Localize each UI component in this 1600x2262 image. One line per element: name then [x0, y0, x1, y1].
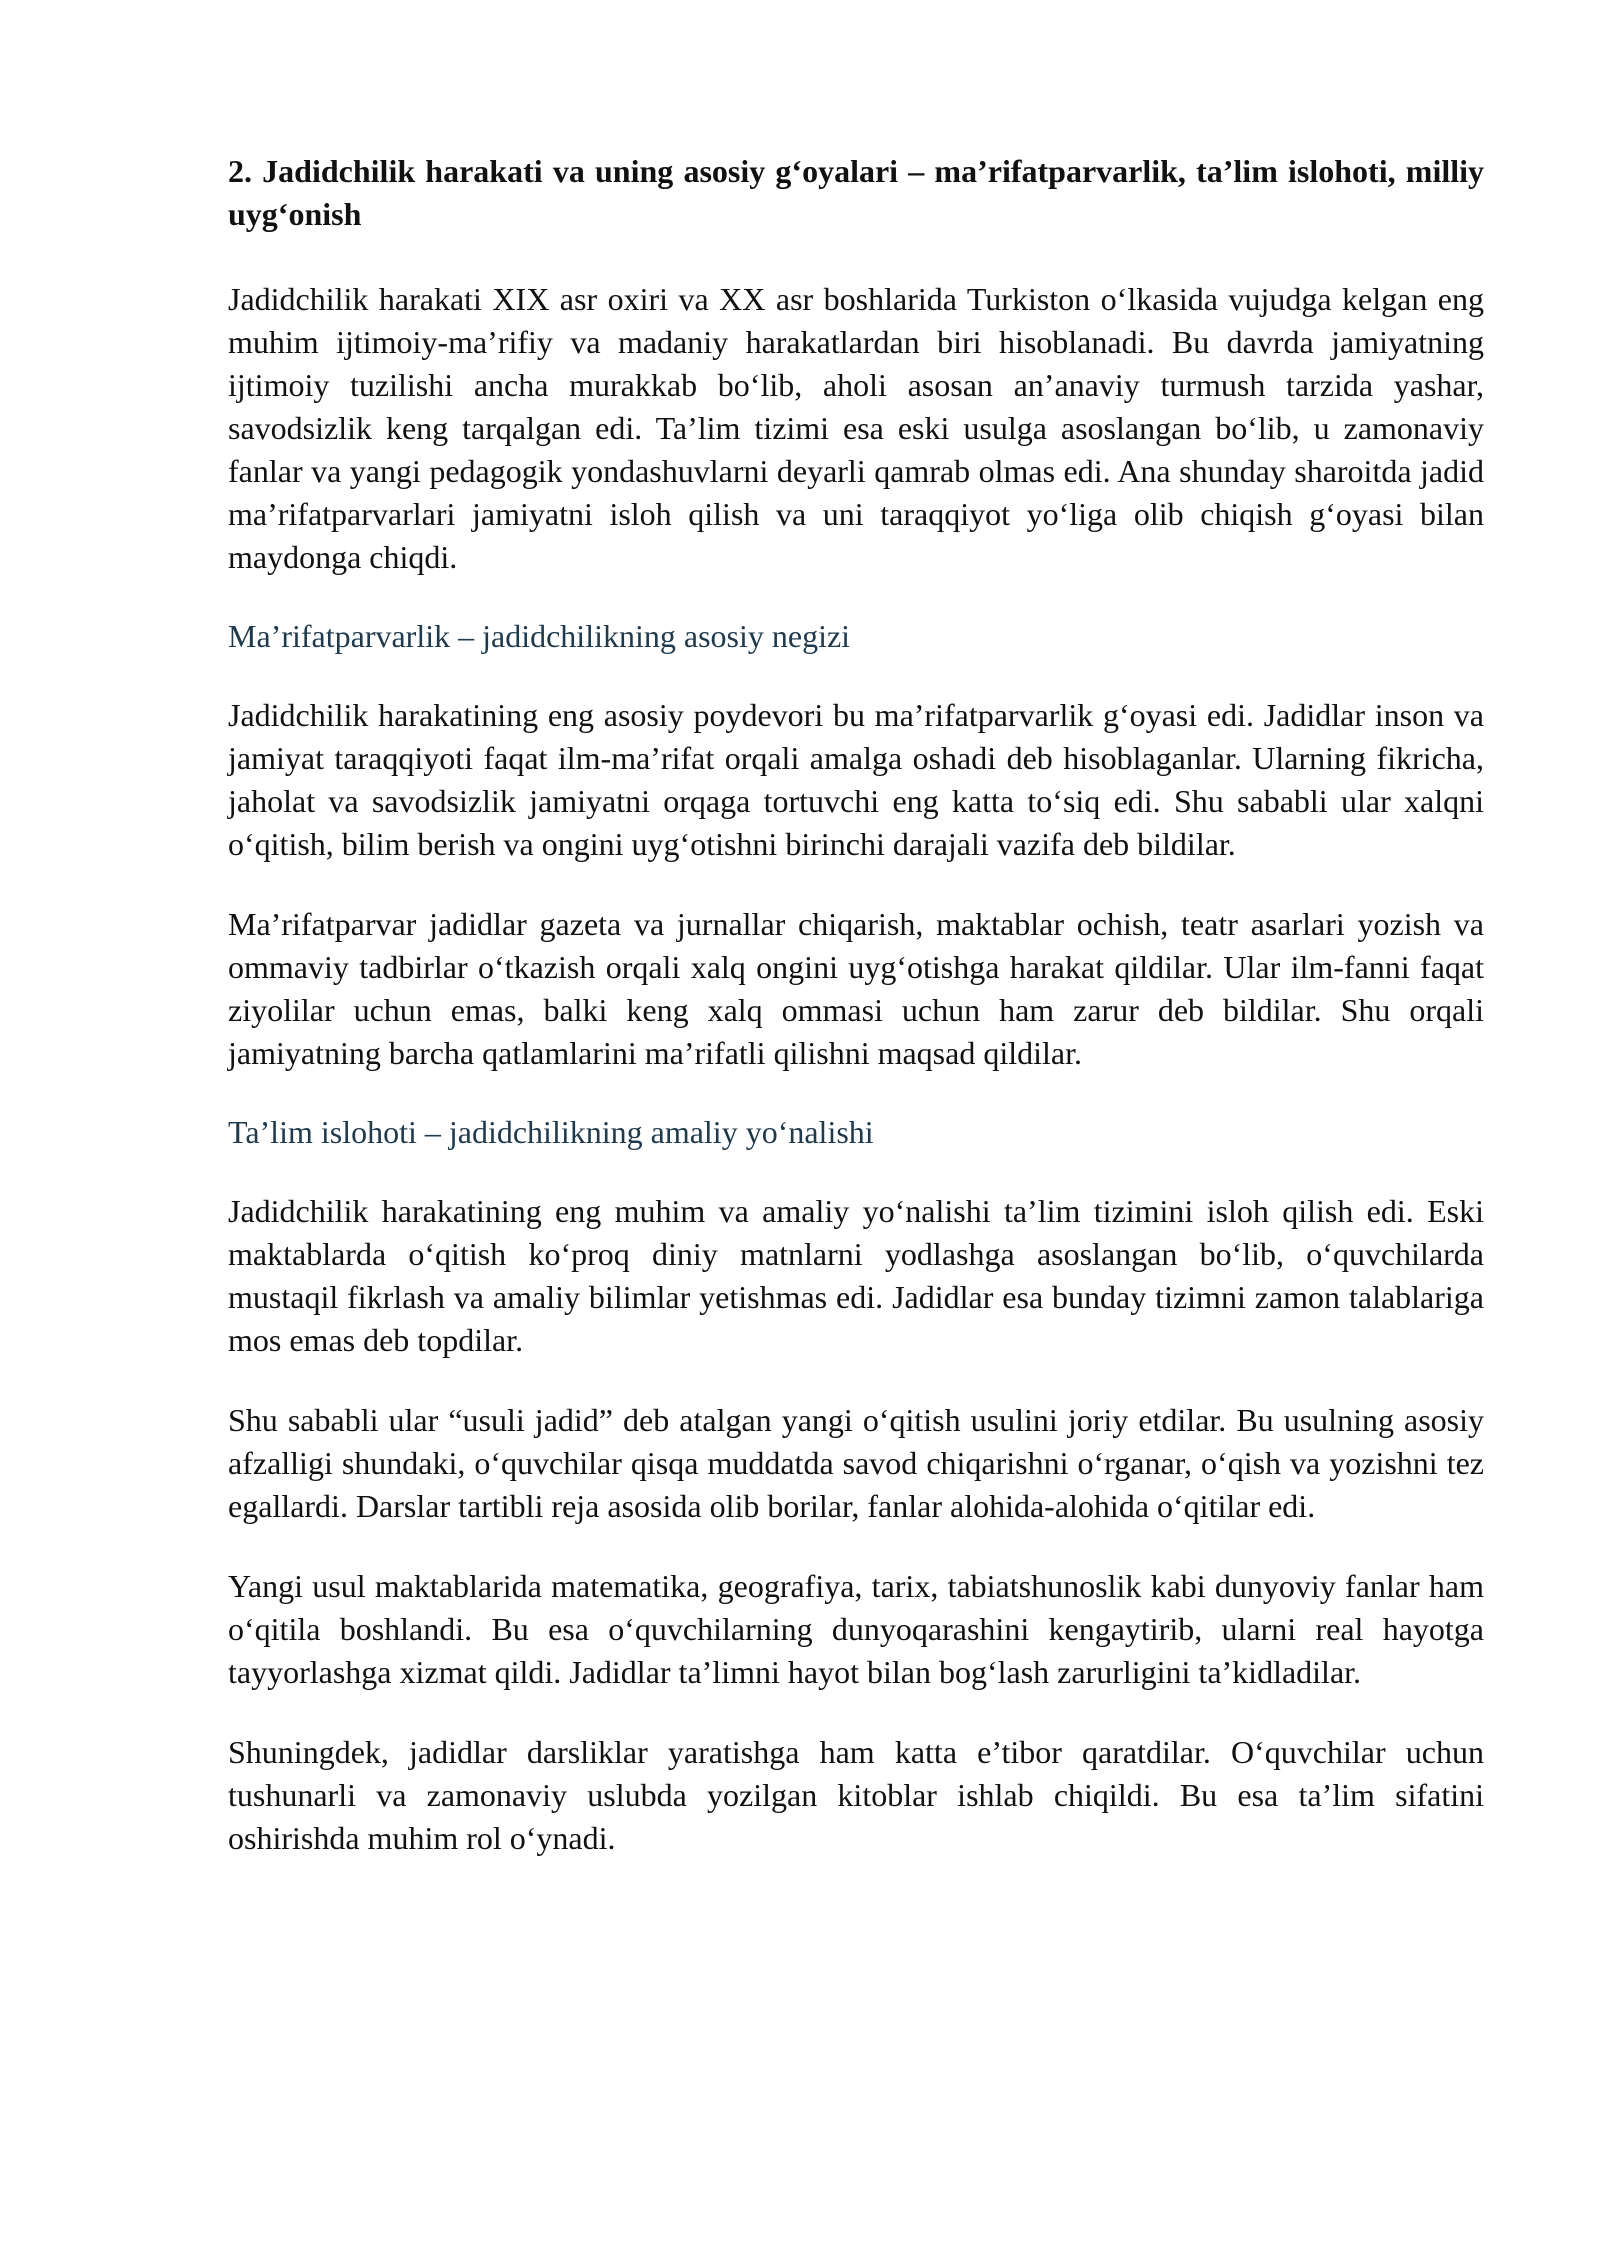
document-title: 2. Jadidchilik harakati va uning asosiy g‘oyalari – ma’rifatparvarlik, ta’lim islohoti, milliy uyg‘onish — [228, 153, 1484, 232]
body-paragraph: Jadidchilik harakatining eng asosiy poydevori bu ma’rifatparvarlik g‘oyasi edi. Jadidlar inson va jamiyat taraqqiyoti faqat ilm-ma’rifat orqali amalga oshadi deb hisoblaganlar. Ularning fikricha, jaholat va savodsizlik jamiyatni orqaga tortuvchi eng katta to‘siq edi. Shu sababli ular xalqni o‘qitish, bilim berish va ongini uyg‘otishni birinchi darajali vazifa deb bildilar. — [228, 697, 1484, 862]
section-heading-enlightenment: Ma’rifatparvarlik – jadidchilikning asosiy negizi — [228, 618, 851, 654]
intro-paragraph: Jadidchilik harakati XIX asr oxiri va XX asr boshlarida Turkiston o‘lkasida vujudga kelgan eng muhim ijtimoiy-ma’rifiy va madaniy harakatlardan biri hisoblanadi. Bu davrda jamiyatning ijtimoiy tuzilishi ancha murakkab bo‘lib, aholi asosan an’anaviy turmush tarzida yashar, savodsizlik keng tarqalgan edi. Ta’lim tizimi esa eski usulga asoslangan bo‘lib, u zamonaviy fanlar va yangi pedagogik yondashuvlarni deyarli qamrab olmas edi. Ana shunday sharoitda jadid ma’rifatparvarlari jamiyatni isloh qilish va uni taraqqiyot yo‘liga olib chiqish g‘oyasi bilan maydonga chiqdi. — [228, 281, 1484, 575]
body-paragraph: Shuningdek, jadidlar darsliklar yaratishga ham katta e’tibor qaratdilar. O‘quvchilar uchun tushunarli va zamonaviy uslubda yozilgan kitoblar ishlab chiqildi. Bu esa ta’lim sifatini oshirishda muhim rol o‘ynadi. — [228, 1734, 1484, 1856]
body-paragraph: Shu sababli ular “usuli jadid” deb atalgan yangi o‘qitish usulini joriy etdilar. Bu usulning asosiy afzalligi shundaki, o‘quvchilar qisqa muddatda savod chiqarishni o‘rganar, o‘qish va yozishni tez egallardi. Darslar tartibli reja asosida olib borilar, fanlar alohida-alohida o‘qitilar edi. — [228, 1402, 1484, 1524]
section-heading-education-reform: Ta’lim islohoti – jadidchilikning amaliy yo‘nalishi — [228, 1114, 874, 1150]
body-paragraph: Yangi usul maktablarida matematika, geografiya, tarix, tabiatshunoslik kabi dunyoviy fanlar ham o‘qitila boshlandi. Bu esa o‘quvchilarning dunyoqarashini kengaytirib, ularni real hayotga tayyorlashga xizmat qildi. Jadidlar ta’limni hayot bilan bog‘lash zarurligini ta’kidladilar. — [228, 1568, 1484, 1690]
body-paragraph: Ma’rifatparvar jadidlar gazeta va jurnallar chiqarish, maktablar ochish, teatr asarlari yozish va ommaviy tadbirlar o‘tkazish orqali xalq ongini uyg‘otishga harakat qildilar. Ular ilm-fanni faqat ziyolilar uchun emas, balki keng xalq ommasi uchun ham zarur deb bildilar. Shu orqali jamiyatning barcha qatlamlarini ma’rifatli qilishni maqsad qildilar. — [228, 906, 1484, 1071]
document-body — [228, 150, 1484, 1860]
body-paragraph: Jadidchilik harakatining eng muhim va amaliy yo‘nalishi ta’lim tizimini isloh qilish edi. Eski maktablarda o‘qitish ko‘proq diniy matnlarni yodlashga asoslangan bo‘lib, o‘quvchilarda mustaqil fikrlash va amaliy bilimlar yetishmas edi. Jadidlar esa bunday tizimni zamon talablariga mos emas deb topdilar. — [228, 1193, 1484, 1358]
